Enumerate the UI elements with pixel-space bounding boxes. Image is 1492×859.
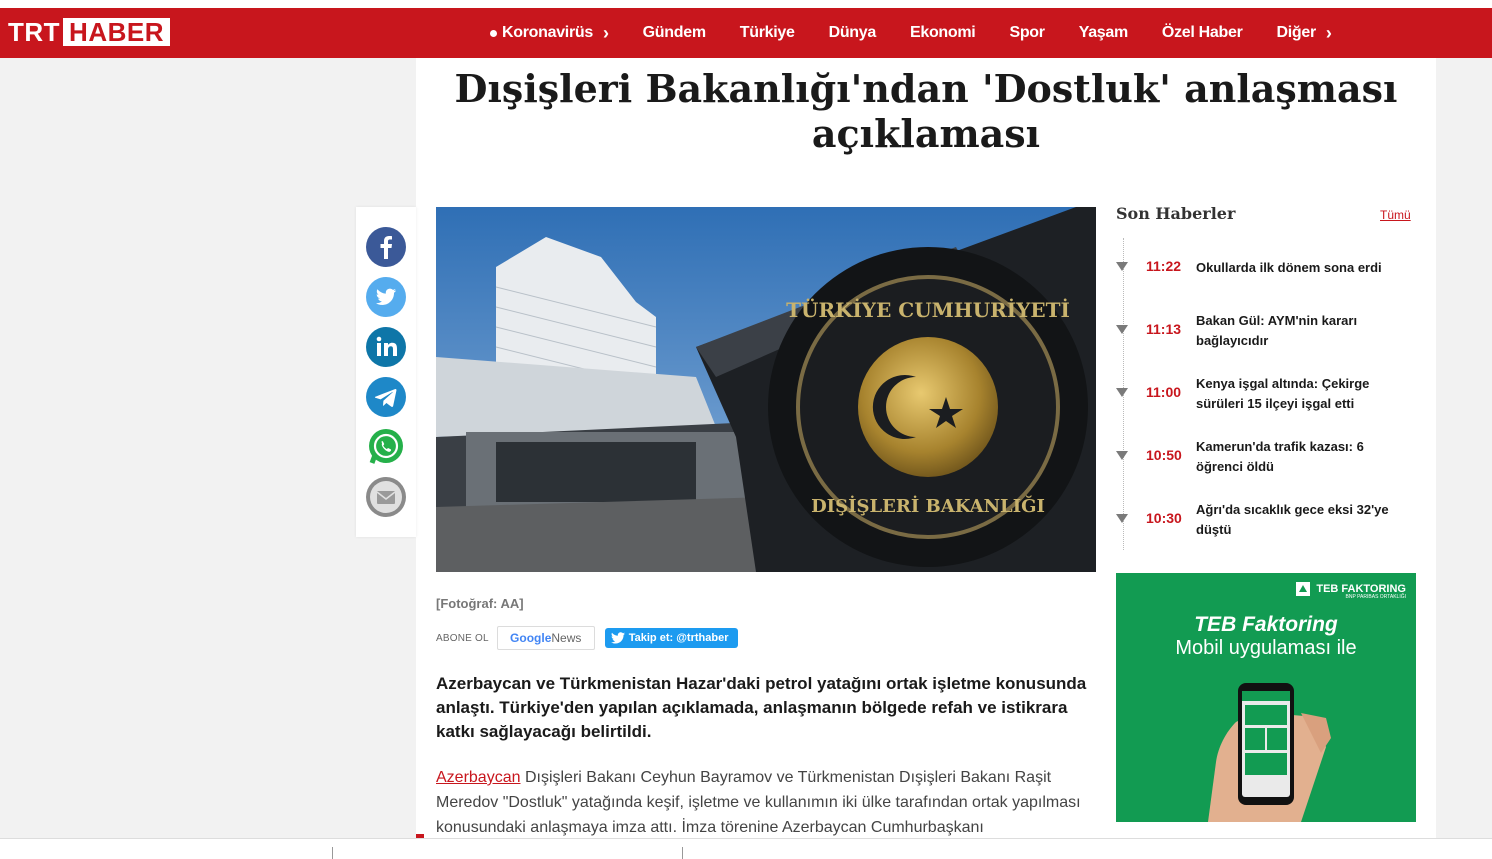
emblem-top-text: TÜRKİYE CUMHURİYETİ (786, 298, 1070, 322)
ad-brand-name: TEB FAKTORING (1316, 583, 1406, 595)
news-title: Okullarda ilk dönem sona erdi (1196, 260, 1382, 275)
subscribe-label: ABONE OL (436, 632, 489, 644)
top-strip (0, 0, 1492, 8)
article-main-image (436, 207, 1096, 572)
nav-item-dunya[interactable] (829, 24, 876, 42)
photo-credit: [Fotoğraf: AA] (436, 596, 524, 611)
timeline-marker-icon (1116, 325, 1128, 334)
nav-item-ozel-haber[interactable] (1162, 24, 1243, 42)
nav-item-label: Türkiye (739, 24, 795, 41)
nav-item-gundem[interactable] (643, 24, 706, 42)
google-news-button[interactable] (497, 626, 595, 650)
article-headline: Dışişleri Bakanlığı'ndan 'Dostluk' anlaşması açıklaması (454, 66, 1398, 156)
twitter-bird-icon (611, 632, 625, 644)
nav-item-turkiye[interactable] (740, 24, 795, 42)
divider (332, 847, 333, 859)
latest-news-item[interactable] (1116, 374, 1416, 414)
ad-subline: Mobil uygulaması ile (1175, 637, 1357, 659)
twitter-icon[interactable] (366, 277, 406, 317)
news-title: Bakan Gül: AYM'nin kararı bağlayıcıdır (1196, 313, 1358, 348)
main-menu (490, 8, 1366, 58)
news-time: 11:13 (1146, 321, 1182, 337)
email-icon[interactable] (366, 477, 406, 517)
logo-haber: HABER (63, 18, 170, 46)
news-time: 11:22 (1146, 258, 1182, 274)
facebook-icon[interactable] (366, 227, 406, 267)
top-navbar (0, 8, 1492, 58)
telegram-icon[interactable] (366, 377, 406, 417)
linkedin-icon[interactable] (366, 327, 406, 367)
nav-item-label: Ekonomi (909, 24, 976, 41)
chevron-right-icon: › (1325, 22, 1332, 43)
news-time: 10:30 (1146, 510, 1182, 526)
twitter-follow-button[interactable] (605, 628, 738, 648)
logo-trt: TRT (8, 16, 61, 47)
phone-in-hand-illustration (1116, 573, 1416, 822)
news-time: 11:00 (1146, 384, 1182, 400)
news-title: Kamerun'da trafik kazası: 6 öğrenci öldü (1196, 439, 1364, 474)
news-title: Kenya işgal altında: Çekirge sürüleri 15 ilçeyi işgal etti (1196, 376, 1370, 411)
nav-item-diger[interactable] (1277, 23, 1332, 44)
divider (682, 847, 683, 859)
news-title: Ağrı'da sıcaklık gece eksi 32'ye düştü (1196, 502, 1389, 537)
nav-item-spor[interactable] (1009, 24, 1044, 42)
google-news-text: News (551, 631, 582, 645)
whatsapp-icon[interactable] (366, 427, 406, 467)
nav-item-label: Dünya (828, 24, 876, 41)
ad-brand-tag: BNP PARIBAS ORTAKLIĞI (1345, 594, 1406, 600)
google-news-g: Google (510, 631, 552, 645)
teb-faktoring-ad[interactable] (1116, 573, 1416, 822)
timeline-marker-icon (1116, 451, 1128, 460)
latest-news-title: Son Haberler (1116, 204, 1236, 223)
latest-news-item[interactable] (1116, 437, 1416, 477)
subscribe-row (436, 626, 738, 650)
nav-item-label: Gündem (642, 24, 706, 41)
nav-item-label: Yaşam (1078, 24, 1128, 41)
teb-logo-icon (1295, 581, 1311, 597)
azerbaycan-link[interactable]: Azerbaycan (436, 769, 521, 786)
article-body-paragraph (436, 765, 1101, 840)
bottom-bar (0, 838, 1492, 859)
nav-item-label: Özel Haber (1161, 24, 1243, 41)
nav-item-yasam[interactable] (1079, 24, 1128, 42)
nav-item-label: Koronavirüs (502, 24, 593, 41)
nav-item-ekonomi[interactable] (910, 24, 975, 42)
latest-news-item[interactable] (1116, 258, 1416, 278)
article-body-text: Dışişleri Bakanı Ceyhun Bayramov ve Türkmenistan Dışişleri Bakanı Raşit Meredov "Dostluk" yatağında keşif, işletme ve kullanımın iki ülke tarafından ortak yapılması konusundaki anlaşmaya imza attı. İmza törenine Azerbaycan Cumhurbaşkanı (436, 769, 1081, 836)
live-dot-icon (490, 30, 497, 37)
trt-haber-logo[interactable] (8, 18, 170, 46)
timeline-marker-icon (1116, 388, 1128, 397)
article-lead: Azerbaycan ve Türkmenistan Hazar'daki petrol yatağını ortak işletme konusunda anlaştı. Türkiye'den yapılan açıklamada, anlaşmanın bölgede refah ve istikrara katkı sağlayacağı belirtildi. (436, 674, 1087, 741)
nav-item-label: Spor (1009, 24, 1045, 41)
twitter-follow-label: Takip et: @trthaber (628, 632, 729, 644)
ad-brand (1295, 581, 1406, 600)
news-time: 10:50 (1146, 447, 1182, 463)
share-bar (356, 207, 416, 537)
nav-item-label: Diğer (1276, 24, 1316, 41)
ad-headline: TEB Faktoring (1194, 613, 1338, 636)
latest-news-item[interactable] (1116, 311, 1416, 351)
emblem-bottom-text: DIŞİŞLERİ BAKANLIĞI (811, 496, 1045, 517)
chevron-right-icon: › (602, 22, 609, 43)
latest-news-item[interactable] (1116, 500, 1416, 540)
nav-item-koronavirus[interactable] (490, 23, 609, 44)
timeline-marker-icon (1116, 262, 1128, 271)
all-news-link[interactable]: Tümü (1380, 208, 1411, 222)
timeline-marker-icon (1116, 514, 1128, 523)
